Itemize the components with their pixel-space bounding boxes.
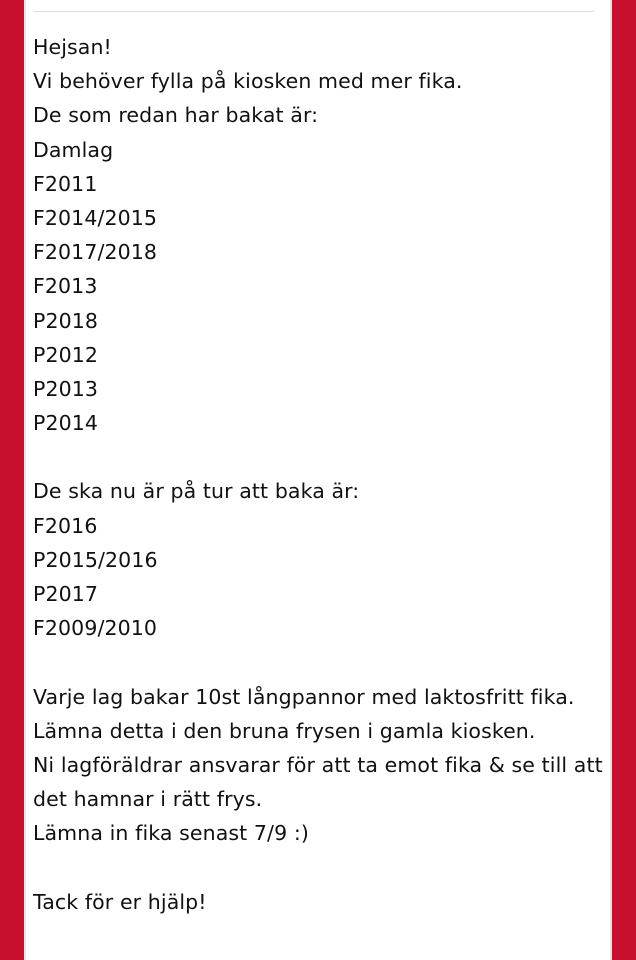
list-item: F2011 — [33, 171, 98, 196]
list-item: F2013 — [33, 274, 98, 299]
instruction-line: det hamnar i rätt frys. — [33, 787, 263, 812]
list-item: F2009/2010 — [33, 616, 158, 641]
closing-line: Tack för er hjälp! — [33, 889, 207, 914]
greeting-line: Hejsan! — [33, 35, 112, 59]
list-item: Damlag — [33, 137, 114, 162]
instruction-line: Lämna in fika senast 7/9 :) — [33, 821, 309, 846]
message-body — [33, 30, 603, 919]
instruction-line: Lämna detta i den bruna frysen i gamla kiosken. — [33, 718, 536, 743]
instruction-line: Ni lagföräldrar ansvarar för att ta emot fika & se till att — [33, 752, 603, 777]
list-item: P2018 — [33, 308, 99, 333]
right-accent-bar — [612, 0, 636, 960]
left-accent-bar — [0, 0, 24, 960]
list-item: F2017/2018 — [33, 240, 158, 265]
paragraph-gap — [33, 851, 593, 885]
baked-teams-list — [33, 133, 593, 441]
next-teams-list — [33, 509, 593, 646]
list-item: P2015/2016 — [33, 547, 158, 572]
list-item: F2016 — [33, 513, 98, 538]
list-item: P2013 — [33, 376, 99, 401]
paragraph-gap — [33, 440, 593, 474]
instructions-block — [33, 680, 603, 851]
list-item: P2012 — [33, 342, 99, 367]
list-item: P2017 — [33, 582, 99, 606]
intro-line: Vi behöver fylla på kiosken med mer fika. — [33, 69, 463, 94]
list-item: P2014 — [33, 411, 99, 436]
list-item: F2014/2015 — [33, 205, 158, 230]
next-heading: De ska nu är på tur att baka är: — [33, 479, 360, 504]
instruction-line: Varje lag bakar 10st långpannor med laktosfritt fika. — [33, 684, 575, 709]
top-divider — [34, 11, 594, 12]
paragraph-gap — [33, 645, 593, 679]
baked-heading: De som redan har bakat är: — [33, 103, 319, 128]
